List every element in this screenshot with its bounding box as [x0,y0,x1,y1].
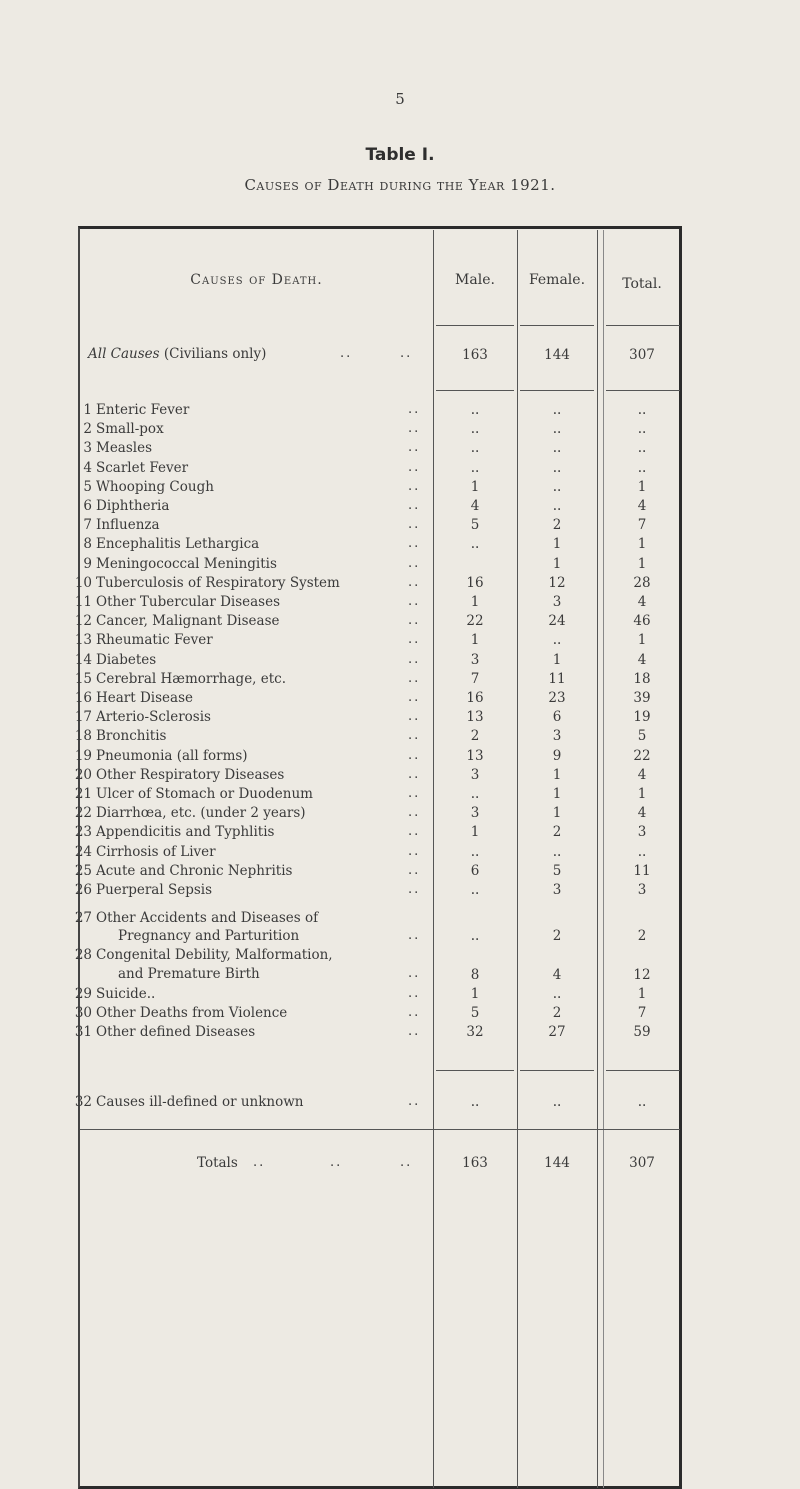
row-female: 2 [552,928,562,944]
row-number: 2 [83,421,92,438]
row-number: 1 [83,402,92,418]
rule [436,325,514,326]
row-number: 15 [74,670,92,687]
row-male: .. [470,843,480,860]
row-label: Other Tubercular Diseases [96,594,281,610]
leader-dots: .. [408,536,421,552]
leader-dots: .. [408,966,421,981]
row-label: Cancer, Malignant Disease [96,613,280,630]
row-label-continued: and Premature Birth [118,966,260,982]
row-male: .. [470,786,480,802]
row-number: 8 [83,536,92,553]
row-female: 1 [552,555,562,572]
row-label: Diphtheria [96,498,170,514]
row-male: 32 [466,1024,484,1041]
row-label: Other Accidents and Diseases of [96,910,319,926]
row-label: Arterio-Sclerosis [96,709,211,726]
row-female: .. [552,986,562,1002]
row-female: 12 [548,574,566,591]
row-male: 5 [470,1005,480,1022]
row-number: 10 [74,574,92,591]
row-label: Diabetes [96,651,157,668]
row-label: Other Respiratory Diseases [96,766,285,783]
row-male: 3 [470,766,480,783]
row-total: 28 [633,574,651,591]
row-label: Puerperal Sepsis [96,882,213,898]
row-total: 1 [637,536,647,553]
row-label: Appendicitis and Typhlitis [96,824,275,841]
row-number: 14 [74,651,92,668]
row-female: 1 [552,536,562,553]
rule [606,1070,680,1071]
row-female: 24 [548,613,566,630]
row-total: 22 [633,747,651,764]
row-label: Diarrhœa, etc. (under 2 years) [96,805,306,822]
header-male: Male. [455,272,495,288]
row-number: 12 [74,613,92,630]
row-number: 26 [74,882,92,898]
row-male: 13 [466,709,484,726]
row-total: .. [637,440,647,457]
row-label: Acute and Chronic Nephritis [96,862,293,879]
row-female: .. [552,421,562,438]
column-divider [597,230,598,1488]
leader-dots: .. [408,1094,421,1109]
leader-dots: .. [408,728,421,744]
row-number: 22 [74,805,92,822]
leader-dots: .. [253,1155,266,1170]
row-female: 9 [552,747,562,764]
leader-dots: .. [408,440,421,456]
row-total: 39 [633,690,651,706]
row-number: 19 [74,747,92,764]
table-subtitle: Causes of Death during the Year 1921. [244,176,556,194]
row-female: .. [552,498,562,514]
row-female: 2 [552,517,562,534]
totals-female: 144 [544,1155,570,1171]
leader-dots: .. [408,613,421,629]
leader-dots: .. [408,670,421,686]
row-label: Other Deaths from Violence [96,1005,288,1022]
row-total: 1 [637,555,647,572]
leader-dots: .. [408,709,421,725]
row-total: 3 [637,824,647,841]
row-male: 22 [466,613,484,630]
row-female: 2 [552,1005,562,1022]
row-female: 23 [548,690,566,706]
row-female: 1 [552,766,562,783]
totals-label: Totals [197,1155,238,1171]
row-female: .. [552,402,562,418]
leader-dots: .. [408,517,421,533]
row-label: Ulcer of Stomach or Duodenum [96,786,313,802]
row-label: Heart Disease [96,690,194,706]
leader-dots: .. [408,594,421,609]
rule [520,1070,594,1071]
row-label-continued: Pregnancy and Parturition [118,928,300,944]
row-number: 31 [74,1024,92,1041]
row-total: 3 [637,882,647,898]
row-male: .. [470,440,480,457]
row-number: 17 [74,709,92,726]
leader-dots: .. [330,1155,343,1170]
row-label: Measles [96,440,153,457]
row-number: 30 [74,1005,92,1022]
header-female: Female. [528,272,586,288]
rule [520,325,594,326]
row-female: 4 [552,967,562,983]
row-number: 3 [83,440,92,457]
row-male: .. [470,402,480,418]
row-male: 1 [470,824,480,841]
row-total: 4 [637,805,647,822]
row-total: 12 [633,967,651,983]
row-label: Pneumonia (all forms) [96,747,248,764]
row-number: 25 [74,862,92,879]
row-total: 18 [633,670,651,687]
row-total: .. [637,1094,647,1110]
rule [436,1070,514,1071]
row-male: .. [470,459,480,476]
row-male: 3 [470,651,480,668]
row-female: .. [552,843,562,860]
all-causes-female: 144 [544,347,570,363]
row-male: 13 [466,747,484,764]
row-total: .. [637,843,647,860]
row-number: 24 [74,843,92,860]
leader-dots: .. [408,402,421,417]
row-male: 3 [470,805,480,822]
row-male: 6 [470,862,480,879]
row-male: .. [470,882,480,898]
row-female: .. [552,1094,562,1110]
row-label: Other defined Diseases [96,1024,256,1041]
row-total: 11 [633,862,651,879]
leader-dots: .. [408,690,421,705]
leader-dots: .. [408,651,421,667]
leader-dots: .. [408,632,421,648]
row-female: 1 [552,786,562,802]
row-total: 1 [637,632,647,649]
leader-dots: .. [408,1024,421,1040]
row-number: 20 [74,766,92,783]
row-label: Meningococcal Meningitis [96,555,277,572]
row-female: .. [552,440,562,457]
row-label: Congenital Debility, Malformation, [96,947,333,963]
row-female: 3 [552,594,562,610]
row-label: Scarlet Fever [96,459,189,476]
leader-dots: .. [400,346,413,361]
row-total: .. [637,459,647,476]
header-causes: Causes of Death. [190,272,323,288]
leader-dots: .. [408,747,421,763]
row-total: 1 [637,986,647,1002]
row-total: 4 [637,651,647,668]
row-female: .. [552,632,562,649]
row-total: 4 [637,766,647,783]
row-number: 11 [74,594,92,610]
row-female: 2 [552,824,562,841]
row-male: .. [470,421,480,438]
leader-dots: .. [408,843,421,859]
row-male: 1 [470,594,480,610]
row-label: Tuberculosis of Respiratory System [96,574,340,591]
row-total: 7 [637,1005,647,1022]
row-number: 28 [74,947,92,963]
leader-dots: .. [408,805,421,821]
row-male: 7 [470,670,480,687]
row-female: 1 [552,651,562,668]
rule [80,1129,680,1130]
row-total: .. [637,402,647,418]
row-label: Small-pox [96,421,164,438]
row-number: 21 [74,786,92,802]
row-total: 1 [637,786,647,802]
row-label: Enteric Fever [96,402,190,418]
leader-dots: .. [408,555,421,571]
leader-dots: .. [400,1155,413,1170]
row-male: 4 [470,498,480,514]
totals-male: 163 [462,1155,488,1171]
row-total: 7 [637,517,647,534]
row-male: 1 [470,478,480,495]
leader-dots: .. [408,824,421,840]
leader-dots: .. [408,1005,421,1021]
row-number: 18 [74,728,92,745]
table-label: Table I. [365,145,435,165]
row-total: 5 [637,728,647,745]
row-female: 1 [552,805,562,822]
leader-dots: .. [408,862,421,878]
row-number: 4 [83,459,92,476]
row-male: .. [470,536,480,553]
row-female: 6 [552,709,562,726]
leader-dots: .. [408,574,421,590]
row-female: 11 [548,670,566,687]
page-number: 5 [395,90,405,108]
rule [436,390,514,391]
row-label: Causes ill-defined or unknown [96,1094,304,1110]
leader-dots: .. [408,986,421,1001]
all-causes-total: 307 [629,347,655,363]
row-total: 19 [633,709,651,726]
row-male: 1 [470,632,480,649]
row-number: 5 [83,478,92,495]
row-label: Rheumatic Fever [96,632,213,649]
row-female: 3 [552,882,562,898]
leader-dots: .. [408,421,421,437]
leader-dots: .. [408,928,421,943]
header-total: Total. [622,276,662,292]
row-total: 4 [637,498,647,514]
row-number: 32 [74,1094,92,1110]
row-label: Cerebral Hæmorrhage, etc. [96,670,287,687]
row-male: .. [470,1094,480,1110]
row-number: 9 [83,555,92,572]
row-number: 16 [74,690,92,706]
row-male: .. [470,928,480,944]
row-label: Cirrhosis of Liver [96,843,216,860]
row-number: 29 [74,986,92,1002]
row-total: 59 [633,1024,651,1041]
row-female: 3 [552,728,562,745]
row-male: 16 [466,574,484,591]
row-number: 13 [74,632,92,649]
leader-dots: .. [408,766,421,782]
row-label: Suicide.. [96,986,156,1002]
all-causes-label [88,346,266,362]
row-male: 8 [470,967,480,983]
row-label: Bronchitis [96,728,167,745]
leader-dots: .. [408,786,421,801]
leader-dots: .. [340,346,353,361]
row-number: 27 [74,910,92,926]
row-label: Encephalitis Lethargica [96,536,260,553]
row-total: 46 [633,613,651,630]
rule [606,325,680,326]
row-total: .. [637,421,647,438]
row-number: 6 [83,498,92,514]
rule [520,390,594,391]
row-total: 1 [637,478,647,495]
row-label: Influenza [96,517,160,534]
row-female: 27 [548,1024,566,1041]
row-male: 5 [470,517,480,534]
rule [606,390,680,391]
row-total: 4 [637,594,647,610]
row-label: Whooping Cough [96,478,214,495]
row-male: 2 [470,728,480,745]
row-female: .. [552,478,562,495]
all-causes-italic: All Causes [88,346,160,362]
row-male: 1 [470,986,480,1002]
row-male: 16 [466,690,484,706]
leader-dots: .. [408,459,421,475]
row-number: 7 [83,517,92,534]
leader-dots: .. [408,478,421,494]
all-causes-rest: (Civilians only) [163,346,267,362]
row-total: 2 [637,928,647,944]
row-number: 23 [74,824,92,841]
leader-dots: .. [408,882,421,897]
totals-total: 307 [629,1155,655,1171]
row-female: 5 [552,862,562,879]
all-causes-male: 163 [462,347,488,363]
row-female: .. [552,459,562,476]
leader-dots: .. [408,498,421,513]
